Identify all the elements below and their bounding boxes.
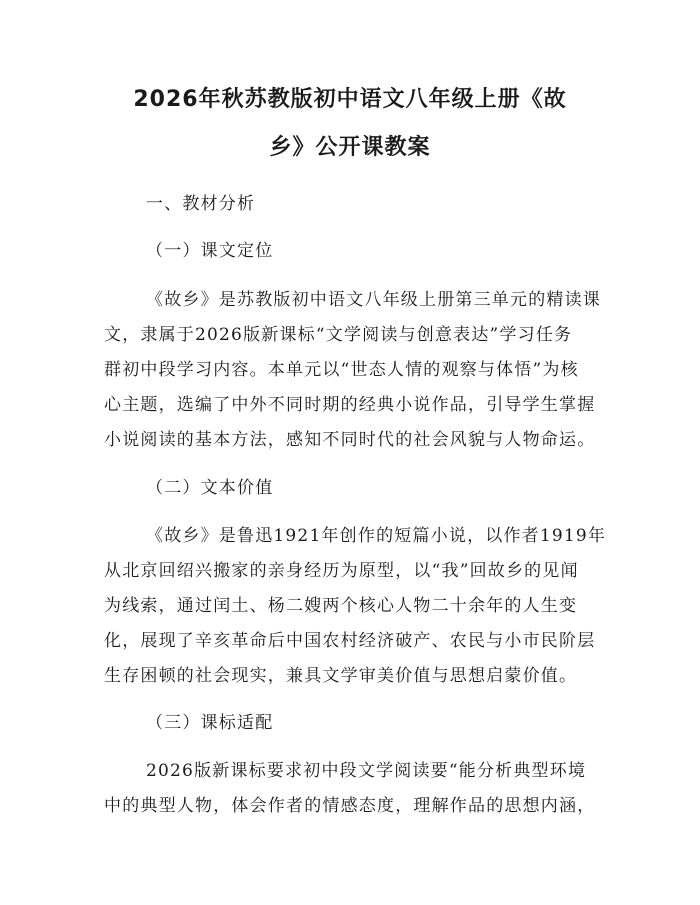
paragraph-line: 为线索，通过闰土、杨二嫂两个核心人物二十余年的人生变 xyxy=(104,596,578,616)
paragraph-line: 中的典型人物，体会作者的情感态度，理解作品的思想内涵， xyxy=(104,796,596,816)
paragraph-line: 心主题，选编了中外不同时期的经典小说作品，引导学生掌握 xyxy=(104,395,596,415)
document-title-line-2: 乡》公开课教案 xyxy=(269,135,431,160)
paragraph-line: 《故乡》是苏教版初中语文八年级上册第三单元的精读课 xyxy=(146,290,601,310)
paragraph-line: 从北京回绍兴搬家的亲身经历为原型，以“我”回故乡的见闻 xyxy=(104,561,579,581)
paragraph-line: 2026版新课标要求初中段文学阅读要“能分析典型环境 xyxy=(146,761,587,781)
document-title-line-1: 2026年秋苏教版初中语文八年级上册《故 xyxy=(133,87,567,112)
subsection-heading-curriculum-fit: （三）课标适配 xyxy=(146,713,274,733)
paragraph-line: 小说阅读的基本方法，感知不同时代的社会风貌与人物命运。 xyxy=(104,430,596,450)
subsection-heading-text-value: （二）文本价值 xyxy=(146,478,274,498)
paragraph-line: 群初中段学习内容。本单元以“世态人情的观察与体悟”为核 xyxy=(104,360,579,380)
paragraph-line: 《故乡》是鲁迅1921年创作的短篇小说，以作者1919年 xyxy=(146,526,607,546)
paragraph-line: 生存困顿的社会现实，兼具文学审美价值与思想启蒙价值。 xyxy=(104,666,578,686)
subsection-heading-text-positioning: （一）课文定位 xyxy=(146,241,274,261)
section-heading-materials-analysis: 一、教材分析 xyxy=(146,194,256,214)
paragraph-line: 化，展现了辛亥革命后中国农村经济破产、农民与小市民阶层 xyxy=(104,631,596,651)
paragraph-line: 文，隶属于2026版新课标“文学阅读与创意表达”学习任务 xyxy=(104,325,573,345)
